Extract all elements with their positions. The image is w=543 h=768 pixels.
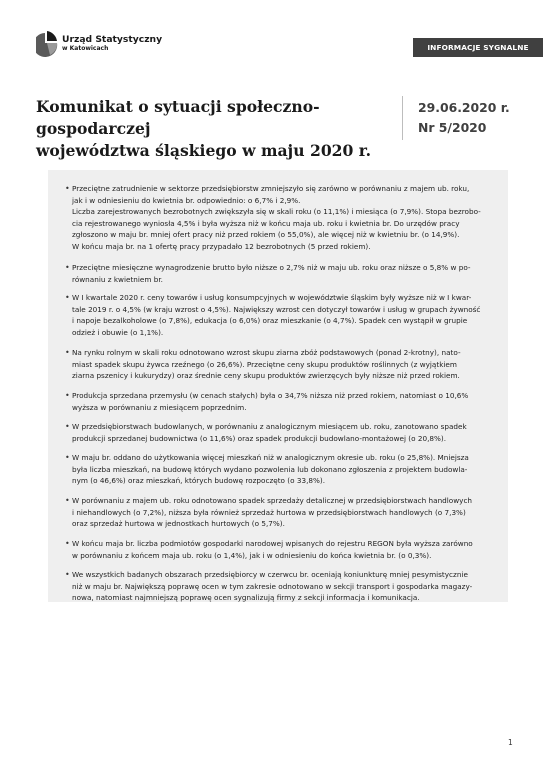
summary-item-line: oraz sprzedaż hurtowa w jednostkach hurtowych (o 5,7%). (72, 519, 285, 528)
summary-item-line: Na rynku rolnym w skali roku odnotowano wzrost skupu ziarna zbóż podstawowych (ponad 2-krotny), nato- (72, 348, 461, 357)
bullet-icon: • (65, 539, 70, 548)
summary-item-line: W końcu maja br. liczba podmiotów gospodarki narodowej wpisanych do rejestru REGON była wyższa zarówno (72, 539, 473, 548)
summary-item (48, 495, 508, 530)
summary-item-line: i napoje bezalkoholowe (o 7,8%), edukacja (o 6,0%) oraz mieszkanie (o 4,7%). Spadek cen wystąpił w grupie (72, 316, 468, 325)
bullet-icon: • (65, 391, 70, 400)
summary-item (48, 452, 508, 487)
summary-item-line: W maju br. oddano do użytkowania więcej mieszkań niż w analogicznym okresie ub. roku (o 25,8%). Mniejsza (72, 453, 469, 462)
page-number: 1 (508, 738, 513, 747)
bullet-icon: • (65, 348, 70, 357)
summary-item-line: zgłoszono w maju br. mniej ofert pracy niż przed rokiem (o 55,0%), ale więcej niż w kwietniu br. (o 14,9%). (72, 230, 460, 239)
summary-item-line: produkcji sprzedanej budownictwa (o 11,6%) oraz spadek produkcji budowlano-montażowej (o 20,8%). (72, 433, 447, 443)
page-title (36, 96, 396, 162)
summary-item-line: równaniu z kwietniem br. (72, 274, 163, 284)
summary-item-line: ziarna pszenicy i kukurydzy) oraz średnie ceny skupu produktów zwierzęcych były niższe niż przed rokiem. (72, 371, 460, 380)
publication-number: Nr 5/2020 (418, 120, 487, 135)
summary-item-line: Liczba zarejestrowanych bezrobotnych zwiększyła się w skali roku (o 11,1%) i miesiąca (o 7,9%). Stopa bezrobo- (72, 207, 481, 216)
summary-item-line: W końcu maja br. na 1 ofertę pracy przypadało 12 bezrobotnych (5 przed rokiem). (72, 241, 371, 251)
summary-item (48, 538, 508, 561)
publication-meta (418, 98, 510, 138)
summary-item-line: wyższa w porównaniu z miesiącem poprzednim. (72, 402, 247, 412)
summary-item-line: odzież i obuwie (o 1,1%). (72, 327, 164, 337)
summary-item-line: Przeciętne miesięczne wynagrodzenie brutto było niższe o 2,7% niż w maju ub. roku oraz niższe o 5,8% w po- (72, 263, 471, 272)
summary-item-line: Przeciętne zatrudnienie w sektorze przedsiębiorstw zmniejszyło się zarówno w porównaniu z majem ub. roku, (72, 184, 470, 193)
summary-item-line: W porównaniu z majem ub. roku odnotowano spadek sprzedaży detalicznej w przedsiębiorstwach handlowych (72, 496, 473, 505)
statistics-office-logo-icon (36, 29, 58, 61)
logo (36, 29, 166, 63)
title-line-2: województwa śląskiego w maju 2020 r. (36, 141, 372, 160)
summary-item (48, 390, 508, 413)
summary-item-line: cia rejestrowanego wyniosła 4,5% i była wyższa niż w końcu maja ub. roku i kwietnia br. Do urzędów pracy (72, 218, 460, 228)
summary-item-line: nym (o 46,6%) oraz mieszkań, których budowę rozpoczęto (o 33,8%). (72, 476, 326, 485)
summary-item-line: miast spadek skupu żywca rzeźnego (o 26,6%). Przeciętne ceny skupu produktów roślinnych (z wyjątkiem (72, 359, 457, 369)
title-divider (402, 96, 403, 140)
bullet-icon: • (65, 293, 70, 302)
summary-item (48, 183, 508, 252)
title-line-1: Komunikat o sytuacji społeczno-gospodarczej (36, 97, 320, 138)
summary-item-line: była liczba mieszkań, na budowę których wydano pozwolenia lub dokonano zgłoszenia z projektem budowla- (72, 464, 468, 474)
bullet-icon: • (65, 263, 70, 272)
summary-item-line: W przedsiębiorstwach budowlanych, w porównaniu z analogicznym miesiącem ub. roku, zanotowano spadek (72, 422, 467, 431)
summary-item-line: tale 2019 r. o 4,5% (w kraju wzrost o 4,5%). Największy wzrost cen dotyczył towarów i usług w grupach żywność (72, 304, 481, 314)
summary-item-line: We wszystkich badanych obszarach przedsiębiorcy w czerwcu br. oceniają koniunkturę mniej pesymistycznie (72, 570, 468, 579)
summary-item (48, 421, 508, 444)
summary-item-line: w porównaniu z końcem maja ub. roku (o 1,4%), jak i w odniesieniu do końca kwietnia br. (o 0,3%). (72, 550, 432, 560)
publication-type-badge: INFORMACJE SYGNALNE (413, 38, 543, 57)
summary-item-line: i niehandlowych (o 7,2%), niższa była również sprzedaż hurtowa w przedsiębiorstwach handlowych (o 7,3%) (72, 507, 466, 517)
summary-item-line: jak i w odniesieniu do kwietnia br. odpowiednio: o 6,7% i 2,9%. (72, 195, 301, 205)
logo-line-2: w Katowicach (62, 45, 109, 52)
summary-item (48, 292, 508, 338)
bullet-icon: • (65, 184, 70, 193)
summary-item-line: W I kwartale 2020 r. ceny towarów i usług konsumpcyjnych w województwie śląskim były wyższe niż w I kwar- (72, 293, 472, 302)
summary-item-line: nowa, natomiast najmniejszą poprawę ocen sygnalizują firmy z sekcji informacja i komunikacja. (72, 593, 420, 602)
summary-item-line: Produkcja sprzedana przemysłu (w cenach stałych) była o 34,7% niższa niż przed rokiem, natomiast o 10,6% (72, 391, 469, 400)
summary-item (48, 262, 508, 285)
summary-item (48, 569, 508, 604)
bullet-icon: • (65, 422, 70, 431)
publication-date: 29.06.2020 r. (418, 100, 510, 115)
summary-box (48, 170, 508, 602)
bullet-icon: • (65, 496, 70, 505)
summary-item (48, 347, 508, 382)
logo-line-1: Urząd Statystyczny (62, 34, 163, 45)
bullet-icon: • (65, 453, 70, 462)
bullet-icon: • (65, 570, 70, 579)
summary-item-line: niż w maju br. Największą poprawę ocen w tym zakresie odnotowano w sekcji transport i gospodarka magazy- (72, 581, 473, 591)
